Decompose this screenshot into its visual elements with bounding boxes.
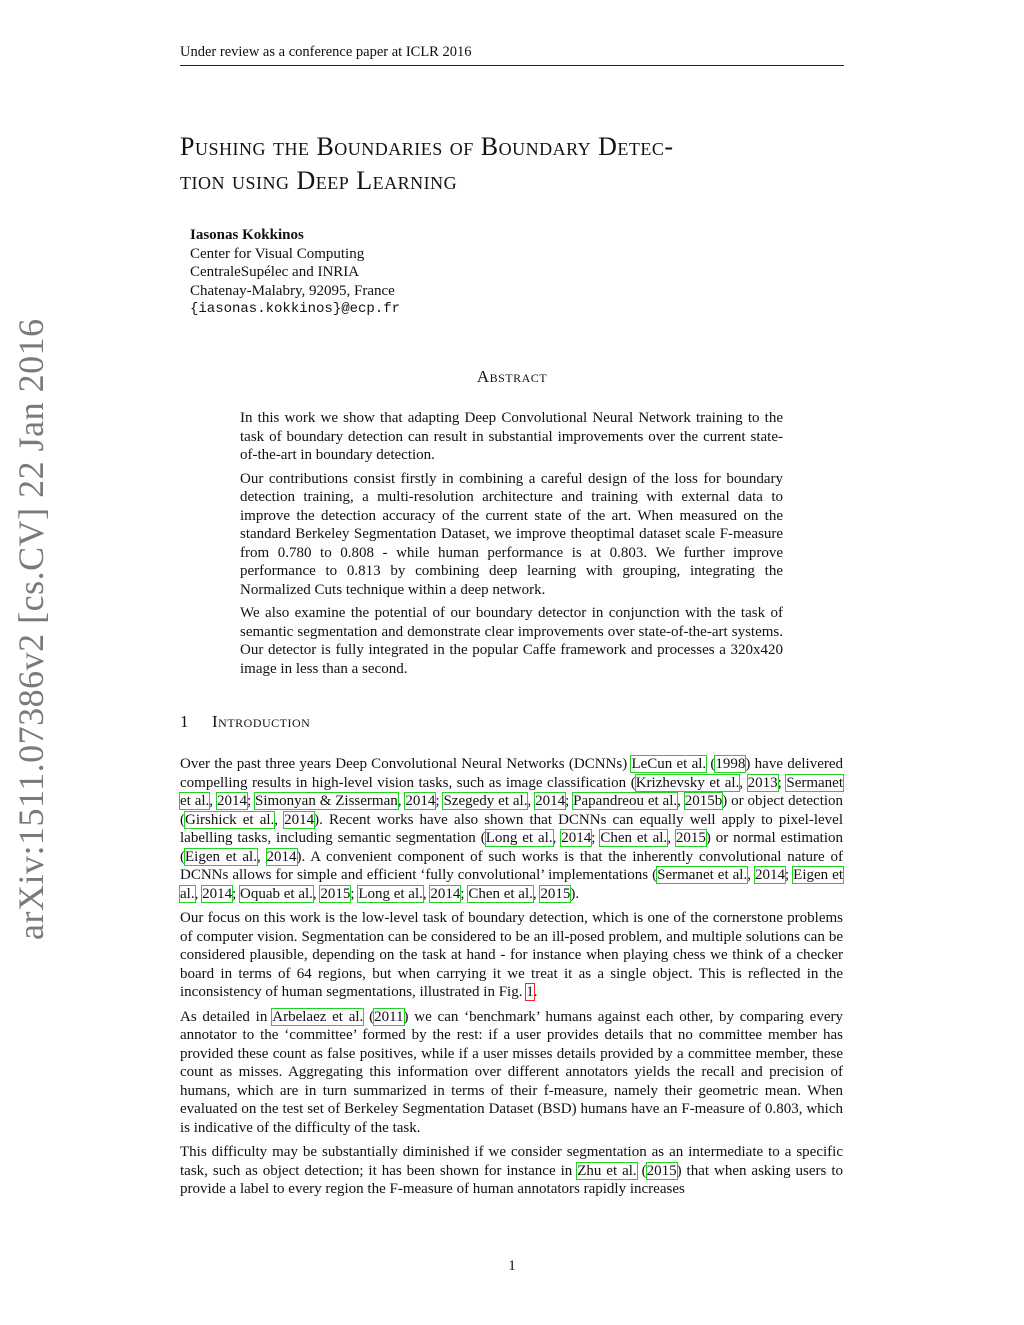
text: ) have delivered compelling results in high-level vision tasks, such as image classification ( <box>180 756 844 791</box>
citation-link[interactable]: 2015 <box>675 830 706 846</box>
title-line-2: tion using Deep Learning <box>180 166 458 195</box>
text: ; <box>246 793 255 809</box>
text: , <box>527 793 536 809</box>
text: ; <box>435 793 444 809</box>
text: ). A convenient component of such works is that the inherently convolutional nature of DCNNs allows for simple and efficient ‘fully convolutional’ implementations ( <box>180 848 843 883</box>
paragraph-3 <box>180 1008 843 1138</box>
text: ; <box>784 867 794 883</box>
citation-link[interactable]: 2011 <box>374 1008 404 1025</box>
text: , <box>194 885 203 902</box>
arxiv-stamp: arXiv:1511.07386v2 [cs.CV] 22 Jan 2016 <box>11 318 51 940</box>
paragraph-4 <box>180 1143 843 1199</box>
citation-link[interactable]: 2014 <box>216 793 247 809</box>
author-affiliation: Center for Visual Computing <box>190 245 365 262</box>
text: ; <box>777 774 787 791</box>
text: ; <box>591 830 601 846</box>
paper-title <box>180 130 850 198</box>
citation-link[interactable]: LeCun et al. <box>631 756 707 772</box>
author-block <box>190 226 400 319</box>
citation-link[interactable]: Papandreou et al. <box>573 793 678 809</box>
citation-link[interactable]: 2014 <box>405 793 436 809</box>
author-email: {iasonas.kokkinos}@ecp.fr <box>190 301 401 317</box>
abstract-paragraph: In this work we show that adapting Deep Convolutional Neural Network training to the task of boundary detection can result in substantial improvements over the current state-of-the-art in boundary detection. <box>240 410 783 463</box>
text: ( <box>636 1162 647 1179</box>
text: , <box>256 848 267 865</box>
text: , <box>422 885 431 902</box>
text: ; <box>565 793 574 809</box>
text: This difficulty may be substantially diminished if we consider segmentation as an intermediate to a specific task, such as object detection; it has been shown for instance in <box>180 1144 843 1179</box>
citation-link[interactable]: 2013 <box>747 774 778 791</box>
citation-link[interactable]: Zhu et al. <box>577 1162 637 1179</box>
paragraph-1 <box>180 755 843 903</box>
citation-link[interactable]: Arbelaez et al. <box>272 1008 364 1025</box>
abstract-heading: Abstract <box>476 367 548 386</box>
text: ) that when asking users to provide a label to every region the F-measure of human annotators rapidly increases <box>180 1162 843 1197</box>
abstract <box>240 409 783 683</box>
citation-link[interactable]: Chen et al. <box>468 885 533 902</box>
citation-link[interactable]: 2015b <box>684 793 723 809</box>
citation-link[interactable]: 2015 <box>646 1162 677 1179</box>
text: ; <box>232 885 240 902</box>
citation-link[interactable]: Sermanet et al. <box>180 774 844 809</box>
citation-link[interactable]: 2015 <box>320 885 351 902</box>
text: ). <box>570 885 580 902</box>
text: ) or object detection ( <box>180 793 844 828</box>
citation-link[interactable]: 2014 <box>561 830 592 846</box>
text: , <box>552 830 562 846</box>
citation-link[interactable]: 2015 <box>540 885 571 902</box>
citation-link[interactable]: 2014 <box>535 793 566 809</box>
citation-link[interactable]: Szegedy et al. <box>443 793 528 809</box>
citation-link[interactable]: 2014 <box>284 811 315 828</box>
paragraph-2 <box>180 909 843 1002</box>
body-text <box>180 755 843 1205</box>
page-number: 1 <box>508 1258 516 1274</box>
text: , <box>739 774 748 791</box>
citation-link[interactable]: 2014 <box>754 867 785 883</box>
text: ) we can ‘benchmark’ humans against each other, by comparing every annotator to the ‘committee’ formed by the rest: if a user provides details that no committee member has provided these count as false positives, while if a user misses details provided by a committee member, these count as misses. Aggregating this information over different annotators yields the recall and precision of humans, which are in turn summarized in terms of their f-measure, namely their geometric mean. When evaluated on the test set of Berkeley Segmentation Dataset (BSD) humans have an F-measure of 0.803, which is indicative of the difficulty of the task. <box>180 1008 843 1136</box>
abstract-paragraph: We also examine the potential of our boundary detector in conjunction with the task of semantic segmentation and demonstrate clear improvements over state-of-the-art systems. Our detector is fully integrated in the popular Caffe framework and processes a 320x420 image in less than a second. <box>240 605 783 677</box>
text: , <box>747 867 755 883</box>
text: As detailed in <box>180 1008 273 1025</box>
section-heading <box>180 712 310 732</box>
author-institution: CentraleSupélec and INRIA <box>190 264 360 280</box>
citation-link[interactable]: Oquab et al. <box>240 885 313 902</box>
citation-link[interactable]: Simonyan & Zisserman <box>255 793 398 809</box>
citation-link[interactable]: Girshick et al. <box>185 811 275 828</box>
citation-link[interactable]: 2014 <box>202 885 233 902</box>
text: ( <box>363 1008 375 1025</box>
figure-ref-link[interactable]: 1 <box>526 984 534 1000</box>
section-title: Introduction <box>212 712 311 731</box>
text: Our focus on this work is the low-level task of boundary detection, which is one of the cornerstone problems of computer vision. Segmentation can be considered to be an ill-posed problem, and multiple solutions can be considered plausible, depending on the task at hand - for instance when playing chess we think of a checker board in terms of 64 regions, but when carrying it we treat it as a single object. This is reflected in the inconsistency of human segmentations, illustrated in Fig. <box>180 910 843 1000</box>
text: , <box>667 830 676 846</box>
text: . <box>533 984 538 1000</box>
text: , <box>677 793 685 809</box>
text: , <box>312 885 321 902</box>
text: ) or normal estimation ( <box>180 830 844 865</box>
citation-link[interactable]: Eigen et al. <box>180 867 843 902</box>
citation-link[interactable]: 2014 <box>266 848 297 865</box>
text: , <box>209 793 217 809</box>
citation-link[interactable]: Long et al. <box>485 830 553 846</box>
text: , <box>274 811 285 828</box>
abstract-paragraph: Our contributions consist firstly in combining a careful design of the loss for boundary detection training, a multi-resolution architecture and training with external data to improve the detection accuracy of the current state of the art. When measured on the standard Berkeley Segmentation Dataset, we improve theoptimal dataset scale F-measure from 0.780 to 0.808 - while human performance is at 0.803. We further improve performance to 0.813 by combining deep learning with grouping, integrating the Normalized Cuts technique within a deep network. <box>240 470 783 598</box>
citation-link[interactable]: 1998 <box>715 756 746 772</box>
citation-link[interactable]: Eigen et al. <box>185 848 257 865</box>
citation-link[interactable]: Chen et al. <box>600 830 668 846</box>
author-address: Chatenay-Malabry, 92095, France <box>190 282 395 299</box>
citation-link[interactable]: Long et al. <box>358 885 423 902</box>
citation-link[interactable]: Sermanet et al. <box>657 867 748 883</box>
text: ; <box>460 885 469 902</box>
author-name: Iasonas Kokkinos <box>190 227 304 243</box>
section-number: 1 <box>180 712 189 731</box>
title-line-1: Pushing the Boundaries of Boundary Detec- <box>180 132 674 161</box>
text: , <box>532 885 541 902</box>
citation-link[interactable]: 2014 <box>430 885 461 902</box>
text: Over the past three years Deep Convolutional Neural Networks (DCNNs) <box>180 756 632 772</box>
citation-link[interactable]: Krizhevsky et al. <box>635 774 740 791</box>
running-header: Under review as a conference paper at ICLR 2016 <box>180 44 844 66</box>
text: ( <box>706 756 716 772</box>
text: , <box>397 793 406 809</box>
text: ). Recent works have also shown that DCNNs can equally well apply to pixel-level labelling tasks, including semantic segmentation ( <box>180 811 843 846</box>
text: ; <box>350 885 359 902</box>
